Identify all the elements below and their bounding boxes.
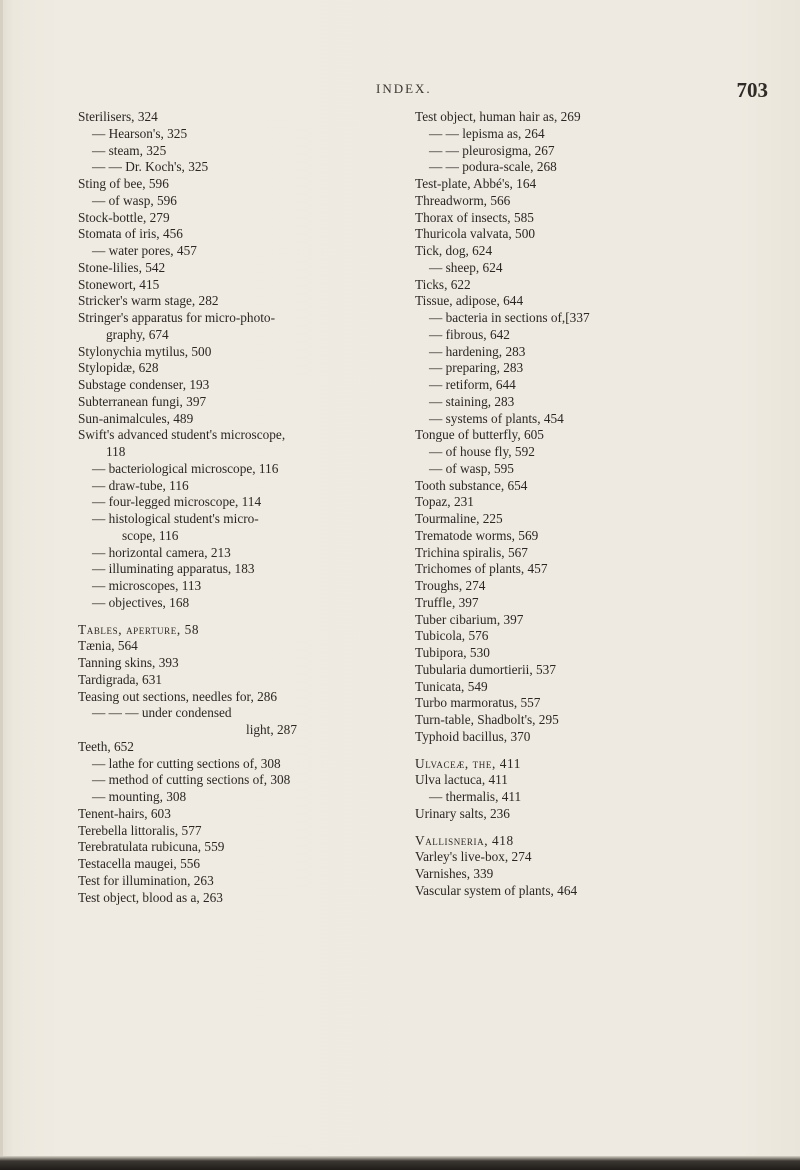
index-entry: Tunicata, 549 (415, 678, 488, 694)
index-entry: — — podura-scale, 268 (429, 159, 557, 175)
index-entry: — systems of plants, 454 (429, 410, 564, 426)
index-entry: Tongue of butterfly, 605 (415, 427, 544, 443)
index-entry: Terebella littoralis, 577 (78, 822, 202, 838)
index-entry: Test object, human hair as, 269 (415, 109, 581, 124)
index-entry: — illuminating apparatus, 183 (92, 561, 255, 577)
index-entry: — of wasp, 595 (429, 460, 514, 476)
index-entry: Tanning skins, 393 (78, 655, 179, 670)
page-header (0, 78, 800, 108)
index-entry: Stomata of iris, 456 (78, 226, 183, 242)
index-entry: — thermalis, 411 (429, 789, 522, 804)
index-entry: Stonewort, 415 (78, 276, 160, 292)
index-entry: Tuber cibarium, 397 (415, 611, 524, 627)
index-entry: Tubicola, 576 (415, 628, 489, 644)
index-entry: Truffle, 397 (415, 594, 479, 610)
index-entry: Turbo marmoratus, 557 (415, 695, 541, 711)
index-entry: Troughs, 274 (415, 578, 486, 593)
index-entry: Test for illumination, 263 (78, 872, 214, 888)
index-entry: Sun-animalcules, 489 (78, 410, 194, 426)
index-entry: Sting of bee, 596 (78, 176, 169, 191)
index-entry: Teasing out sections, needles for, 286 (78, 688, 278, 704)
index-entry: Tubularia dumortierii, 537 (415, 661, 556, 677)
index-entry: Varley's live-box, 274 (415, 849, 532, 865)
index-entry: Tænia, 564 (78, 638, 138, 654)
index-entry: Teeth, 652 (78, 738, 134, 754)
index-entry-continuation: scope, 116 (122, 527, 179, 543)
index-entry: Vallisneria, 418 (415, 832, 514, 848)
index-entry: — horizontal camera, 213 (92, 544, 231, 560)
index-entry: Swift's advanced student's microscope, (78, 427, 286, 443)
index-entry: — histological student's micro- (92, 511, 259, 526)
index-entry: Thuricola valvata, 500 (415, 226, 535, 242)
index-entry: Tourmaline, 225 (415, 511, 503, 526)
index-entry: Thorax of insects, 585 (415, 209, 534, 225)
index-entry: — steam, 325 (92, 142, 167, 158)
index-entry: — preparing, 283 (429, 360, 524, 376)
index-entry: Tables, aperture, 58 (78, 621, 200, 637)
index-entry: — of house fly, 592 (429, 444, 535, 459)
index-entry: Topaz, 231 (415, 494, 474, 510)
index-entry: Ulvaceæ, the, 411 (415, 755, 522, 771)
index-entry: — — lepisma as, 264 (429, 125, 545, 141)
index-entry: Trichina spiralis, 567 (415, 544, 528, 560)
index-entry: Trichomes of plants, 457 (415, 561, 548, 577)
index-entry: Tubipora, 530 (415, 645, 490, 660)
index-entry: Threadworm, 566 (415, 192, 511, 208)
index-entry: — draw-tube, 116 (92, 477, 189, 493)
index-entry: Turn-table, Shadbolt's, 295 (415, 712, 559, 727)
index-entry: — hardening, 283 (429, 343, 526, 359)
index-entry: — retiform, 644 (429, 377, 516, 392)
index-entry: — — — under condensed (92, 705, 232, 721)
index-entry: Vascular system of plants, 464 (415, 882, 578, 898)
index-entry: Stylonychia mytilus, 500 (78, 343, 212, 359)
index-entry: — water pores, 457 (92, 243, 197, 258)
index-entry: Stringer's apparatus for micro-photo- (78, 310, 275, 325)
index-entry: Tick, dog, 624 (415, 243, 493, 258)
index-entry: — sheep, 624 (429, 259, 503, 275)
index-entry-continuation: 118 (106, 444, 126, 459)
index-entry: Test-plate, Abbé's, 164 (415, 176, 537, 191)
index-column-right (415, 109, 720, 900)
index-entry: — fibrous, 642 (429, 326, 510, 342)
index-entry: Ticks, 622 (415, 276, 471, 292)
index-entry: Ulva lactuca, 411 (415, 772, 508, 788)
index-entry: Trematode worms, 569 (415, 527, 539, 543)
index-entry: Varnishes, 339 (415, 866, 494, 881)
index-entry: Tissue, adipose, 644 (415, 293, 524, 309)
index-entry: Typhoid bacillus, 370 (415, 728, 531, 744)
index-entry: Terebratulata rubicuna, 559 (78, 839, 225, 855)
index-entry: Sterilisers, 324 (78, 109, 158, 124)
index-entry: Stricker's warm stage, 282 (78, 293, 219, 309)
index-entry: Testacella maugei, 556 (78, 856, 201, 871)
index-entry-continuation: light, 287 (246, 722, 297, 737)
index-entry: Tooth substance, 654 (415, 477, 528, 493)
index-entry: Urinary salts, 236 (415, 805, 510, 821)
index-entry: — four-legged microscope, 114 (92, 494, 262, 510)
index-entry: — — Dr. Koch's, 325 (92, 159, 209, 175)
index-entry: — staining, 283 (429, 393, 515, 409)
index-entry: — lathe for cutting sections of, 308 (92, 755, 281, 771)
index-entry: Substage condenser, 193 (78, 377, 210, 392)
index-entry: — bacteria in sections of,[337 (429, 310, 590, 325)
index-entry: Tenent-hairs, 603 (78, 805, 171, 821)
index-entry: Subterranean fungi, 397 (78, 393, 207, 409)
index-entry: Tardigrada, 631 (78, 671, 162, 687)
page-number: 703 (736, 78, 768, 102)
page-gutter (0, 0, 3, 1170)
index-entry: — objectives, 168 (92, 594, 190, 610)
index-entry: — method of cutting sections of, 308 (92, 772, 291, 788)
index-entry: Stone-lilies, 542 (78, 259, 166, 275)
index-entry: — — pleurosigma, 267 (429, 142, 555, 158)
index-column-left (78, 109, 378, 906)
index-entry: — of wasp, 596 (92, 192, 177, 208)
index-entry-continuation: graphy, 674 (106, 326, 169, 342)
index-entry: — Hearson's, 325 (92, 125, 188, 141)
page-bottom-edge (0, 1156, 800, 1170)
index-entry: — bacteriological microscope, 116 (92, 460, 279, 476)
running-title: INDEX. (376, 81, 432, 96)
index-entry: Stock-bottle, 279 (78, 209, 170, 225)
index-entry: — microscopes, 113 (92, 578, 202, 593)
index-entry: Stylopidæ, 628 (78, 360, 159, 376)
index-entry: Test object, blood as a, 263 (78, 889, 223, 905)
index-entry: — mounting, 308 (92, 789, 187, 804)
